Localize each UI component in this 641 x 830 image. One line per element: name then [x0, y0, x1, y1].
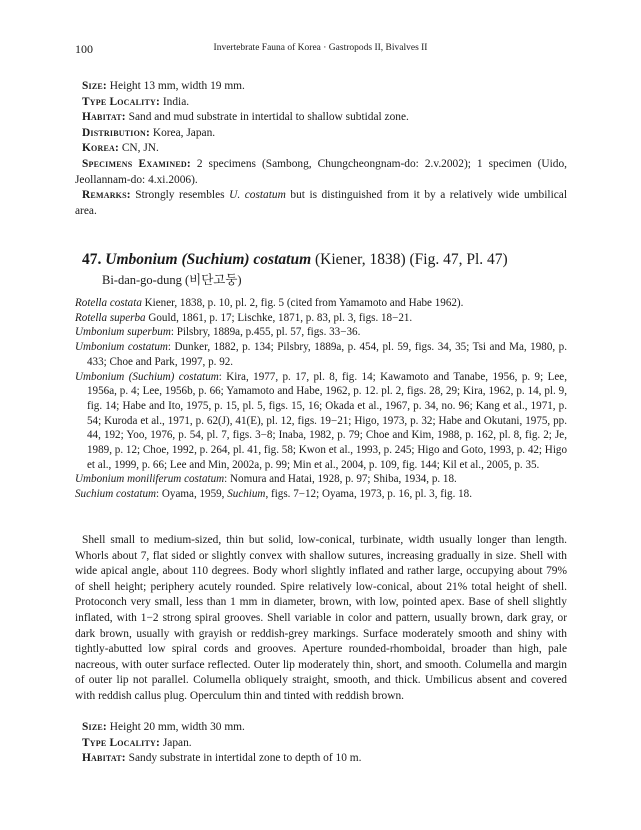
type-locality-text: Japan.: [162, 736, 192, 749]
species-title: [82, 251, 508, 269]
habitat-text: Sandy substrate in intertidal zone to depth of 10 m.: [128, 752, 362, 765]
remarks-italic: U. costatum: [229, 189, 286, 202]
synonym-item: [75, 296, 567, 311]
type-locality-text: India.: [162, 95, 190, 108]
specimens-line: [75, 157, 567, 188]
synonym-text: : Nomura and Hatai, 1928, p. 97; Shiba, 1934, p. 18.: [224, 473, 457, 486]
species-author: (Kiener, 1838) (Fig. 47, Pl. 47): [315, 251, 508, 268]
size-label: Size:: [82, 80, 107, 92]
species-genus: Umbonium: [105, 251, 178, 268]
synonym-text: : Kira, 1977, p. 17, pl. 8, fig. 14; Kawamoto and Tanabe, 1956, p. 9; Lee, 1956a, p. 4; Lee, 1956b, p. 66; Yamamoto and Habe, 1962, p. 12. pl. 2, figs. 28, 29; Kira, 1962, p. 14, pl. 9, fig. 14; Habe and Ito, 1975, p. 15, pl. 5, figs. 15, 16; Okada et al., 1967, p. 34, no. 96; Kang et al., 1971, p. 54; Kuroda et al., 1971, p. 62(J), 41(E), pl. 12, figs. 19−21; Higo, 1973, p. 32; Habe and Okutani, 1975, pp. 44, 192; Yoo, 1976, p. 54, pl. 7, figs. 3−8; Inaba, 1982, p. 79; Choe and Kim, 1988, p. 162, pl. 8, fig. 2; Je, 1989, p. 12; Choe, 1992, p. 264, pl. 41, fig. 58; Kwon et al., 1993, p. 245; Higo and Goto, 1993, p. 42; Higo et al., 1999, p. 66; Lee and Min, 2002a, p. 99; Min et al., 2004, p. 109, fig. 144; Kil et al., 2005, p. 35.: [87, 370, 567, 471]
habitat-line: [82, 110, 567, 126]
prev-species-block: [75, 79, 568, 219]
synonym-item: [75, 340, 567, 369]
size-line: [82, 720, 567, 736]
synonym-text: : Dunker, 1882, p. 134; Pilsbry, 1889a, p. 454, pl. 59, figs. 34, 35; Tsi and Ma, 1980, p. 433; Choe and Park, 1997, p. 92.: [87, 341, 567, 368]
habitat-text: Sand and mud substrate in intertidal to shallow subtidal zone.: [128, 111, 409, 124]
page-number: 100: [75, 42, 93, 56]
remarks-line: [75, 188, 567, 219]
synonym-text: : Oyama, 1959,: [156, 488, 228, 501]
specimens-text: 2 specimens (Sambong, Chungcheongnam-do: 2.v.2002); 1 specimen (Uido, Jeollannam-do: 4.xi.2006).: [75, 157, 567, 186]
size-text: Height 20 mm, width 30 mm.: [109, 721, 245, 733]
synonym-name: Suchium costatum: [75, 488, 157, 501]
synonym-name: Rotella costata: [75, 297, 142, 309]
synonym-text: Gould, 1861, p. 17; Lischke, 1871, p. 83, pl. 3, figs. 18−21.: [145, 311, 413, 324]
species-common-name: Bi-dan-go-dung (비단고둥): [102, 273, 242, 287]
synonym-name: Umbonium superbum: [75, 326, 171, 339]
korea-line: [82, 141, 567, 157]
running-head: Invertebrate Fauna of Korea · Gastropods II, Bivalves II: [213, 43, 428, 53]
korea-label: Korea:: [82, 142, 119, 155]
distribution-text: Korea, Japan.: [152, 126, 216, 139]
korea-text: CN, JN.: [121, 142, 159, 155]
size-line: [82, 79, 567, 95]
habitat-label: Habitat:: [82, 111, 126, 124]
distribution-label: Distribution:: [82, 126, 150, 139]
synonym-name: Umbonium moniliferum costatum: [75, 473, 225, 486]
size-label: Size:: [82, 721, 107, 733]
synonym-text: : Pilsbry, 1889a, p.455, pl. 57, figs. 33−36.: [170, 326, 361, 339]
species-number: 47.: [82, 251, 102, 268]
synonym-text-2: , figs. 7−12; Oyama, 1973, p. 16, pl. 3, fig. 18.: [265, 488, 472, 501]
synonymy-list: [75, 296, 567, 502]
synonym-item: [75, 487, 567, 502]
type-locality-label: Type Locality:: [82, 95, 160, 108]
synonym-item: [75, 311, 567, 326]
synonym-name: Rotella superba: [75, 311, 146, 324]
type-locality-line: [82, 95, 567, 111]
synonym-item: [75, 370, 567, 473]
description-paragraph: Shell small to medium-sized, thin but solid, low-conical, turbinate, width usually longer than length. Whorls about 7, flat sided or slightly convex with shallow sutures, increasing gradually in size. Shell with wide apical angle, about 110 degrees. Body whorl slightly inflated and rather large, occupying about 79% of shell height; periphery acutely rounded. Spire relatively low-conical, about 21% total height of shell. Protoconch very small, less than 1 mm in diameter, brown, with low, pointed apex. Base of shell slightly inflated, with 1−2 strong spiral grooves. Shell variable in color and pattern, usually brown, dark gray, or dark brown, usually with grayish or reddish-grey markings. Surface moderately smooth and shiny with tightly-abutted low spiral cords and grooves. Aperture rounded-rhomboidal, broader than high, pale nacreous, with outer surface reflected. Outer lip moderately thin, short, and smooth. Columella and margin of outer lip not parallel. Columella obliquely straight, smooth, and thick. Umbilicus absent and covered with reddish callus plug. Operculum thin and tinted with reddish brown.: [75, 534, 567, 702]
size-text: Height 13 mm, width 19 mm.: [109, 80, 245, 92]
synonym-item: [75, 472, 567, 487]
remarks-label: Remarks:: [82, 189, 131, 202]
type-locality-line: [82, 736, 567, 752]
species-info-block: [82, 720, 567, 767]
type-locality-label: Type Locality:: [82, 736, 160, 749]
habitat-line: [82, 751, 567, 767]
distribution-line: [82, 126, 567, 142]
synonym-name-2: Suchium: [227, 488, 266, 501]
specimens-label: Specimens Examined:: [82, 157, 191, 170]
synonym-name: Umbonium costatum: [75, 341, 168, 354]
habitat-label: Habitat:: [82, 752, 126, 765]
species-subgenus: (Suchium): [181, 251, 250, 268]
synonym-item: [75, 325, 567, 340]
remarks-text-b: but is distinguished from it by a relatively wide umbilical area.: [75, 189, 568, 217]
synonym-name: Umbonium (Suchium) costatum: [75, 370, 219, 383]
synonym-text: Kiener, 1838, p. 10, pl. 2, fig. 5 (cited from Yamamoto and Habe 1962).: [141, 297, 464, 309]
species-epithet: costatum: [253, 251, 312, 268]
remarks-text-a: Strongly resembles: [135, 189, 225, 202]
